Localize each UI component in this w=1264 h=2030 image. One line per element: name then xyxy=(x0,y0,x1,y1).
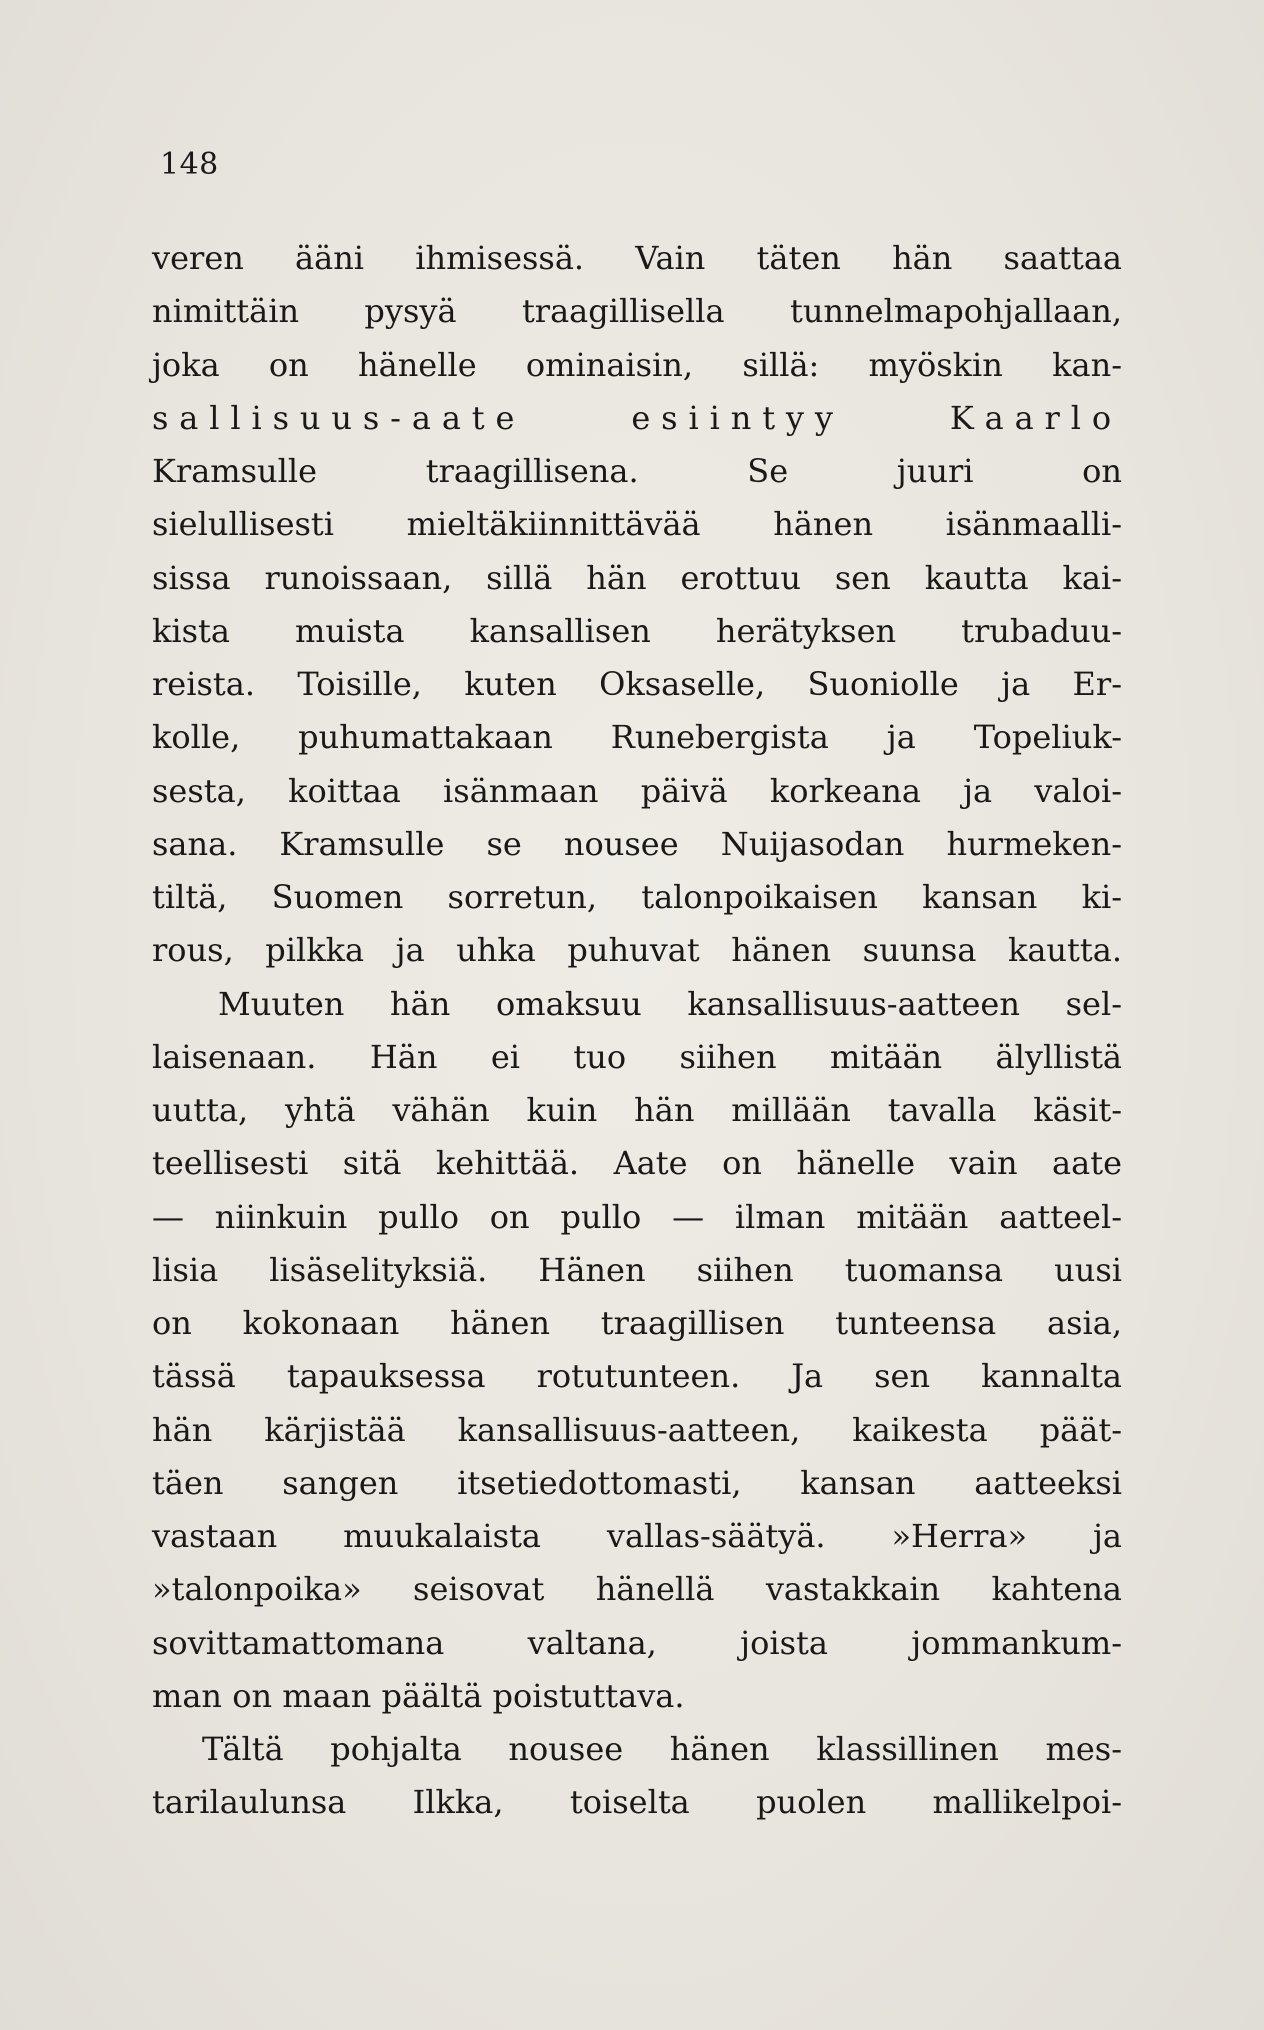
text-line: hän kärjistää kansallisuus-aatteen, kaikesta päät- xyxy=(152,1410,1122,1449)
text-line: sesta, koittaa isänmaan päivä korkeana ja valoi- xyxy=(152,771,1122,810)
text-line: sallisuus-aate esiintyy Kaarlo xyxy=(152,398,1122,437)
text-line: rous, pilkka ja uhka puhuvat hänen suunsa kautta. xyxy=(152,931,1122,970)
text-line: veren ääni ihmisessä. Vain täten hän saattaa xyxy=(152,239,1122,277)
text-line: teellisesti sitä kehittää. Aate on hänelle vain aate xyxy=(152,1144,1122,1183)
text-line: Tältä pohjalta nousee hänen klassillinen mes- xyxy=(202,1730,1122,1768)
text-line: täen sangen itsetiedottomasti, kansan aatteeksi xyxy=(152,1463,1122,1502)
text-line: sovittamattomana valtana, joista jommankum- xyxy=(152,1623,1122,1662)
text-line: sana. Kramsulle se nousee Nuijasodan hurmeken- xyxy=(152,824,1122,863)
text-line: nimittäin pysyä traagillisella tunnelmapohjallaan, xyxy=(152,292,1122,331)
text-line: tarilaulunsa Ilkka, toiselta puolen mallikelpoi- xyxy=(152,1783,1122,1822)
text-line: tiltä, Suomen sorretun, talonpoikaisen kansan ki- xyxy=(152,878,1122,916)
text-line: — niinkuin pullo on pullo — ilman mitään aatteel- xyxy=(152,1197,1122,1236)
text-line: joka on hänelle ominaisin, sillä: myöskin kan- xyxy=(152,345,1122,384)
text-line: kolle, puhumattakaan Runebergista ja Topeliuk- xyxy=(152,718,1122,757)
text-line: vastaan muukalaista vallas-säätyä. »Herra» ja xyxy=(152,1517,1122,1555)
text-line: sielullisesti mieltäkiinnittävää hänen isänmaalli- xyxy=(152,505,1122,544)
text-line: tässä tapauksessa rotutunteen. Ja sen kannalta xyxy=(152,1357,1122,1396)
text-line: lisia lisäselityksiä. Hänen siihen tuomansa uusi xyxy=(152,1250,1122,1289)
text-line: sissa runoissaan, sillä hän erottuu sen kautta kai- xyxy=(152,558,1122,597)
body-text xyxy=(152,232,1122,1830)
text-line: Kramsulle traagillisena. Se juuri on xyxy=(152,452,1122,490)
text-line: »talonpoika» seisovat hänellä vastakkain kahtena xyxy=(152,1570,1122,1609)
text-line: on kokonaan hänen traagillisen tunteensa asia, xyxy=(152,1304,1122,1342)
text-line: reista. Toisille, kuten Oksaselle, Suoniolle ja Er- xyxy=(152,665,1122,703)
text-line: man on maan päältä poistuttava. xyxy=(152,1676,685,1715)
text-line: uutta, yhtä vähän kuin hän millään tavalla käsit- xyxy=(152,1091,1122,1129)
text-line: Muuten hän omaksuu kansallisuus-aatteen sel- xyxy=(218,984,1122,1023)
text-line: laisenaan. Hän ei tuo siihen mitään älyllistä xyxy=(152,1037,1122,1076)
page-number: 148 xyxy=(160,147,219,182)
text-line: kista muista kansallisen herätyksen trubaduu- xyxy=(152,611,1122,650)
